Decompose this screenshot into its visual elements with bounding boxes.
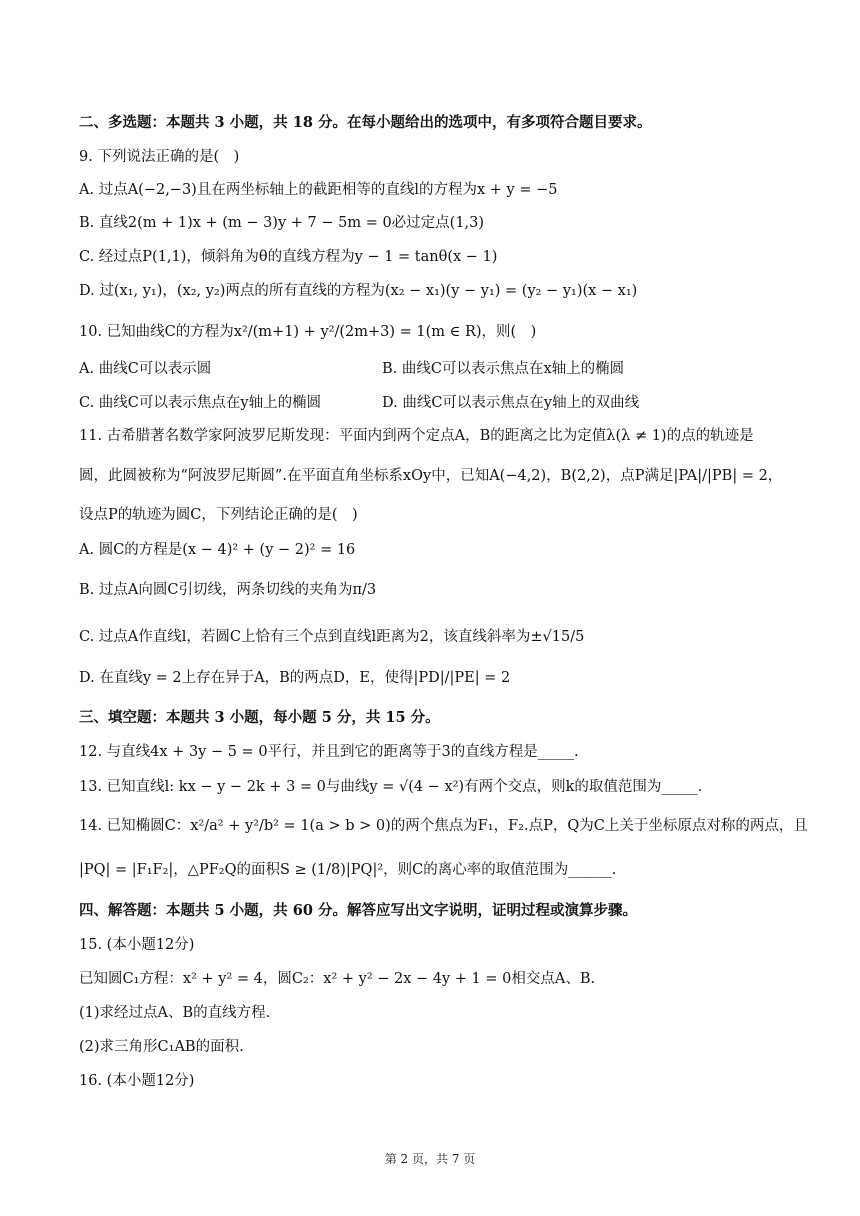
q13: 13. 已知直线l: kx − y − 2k + 3 = 0与曲线y = √(4 − x²)有两个交点，则k的取值范围为_____. <box>79 779 703 795</box>
q14-line-2: |PQ| = |F₁F₂|，△PF₂Q的面积S ≥ (1/8)|PQ|²，则C的离心率的取值范围为______. <box>79 862 617 878</box>
q9-option-a: A. 过点A(−2,−3)且在两坐标轴上的截距相等的直线l的方程为x + y = −5 <box>79 182 558 198</box>
section-3-heading: 三、填空题：本题共 3 小题，每小题 5 分，共 15 分。 <box>79 709 440 726</box>
q15-part-2: (2)求三角形C₁AB的面积. <box>79 1039 244 1055</box>
page-footer: 第 2 页，共 7 页 <box>384 1152 476 1166</box>
q11-option-a: A. 圆C的方程是(x − 4)² + (y − 2)² = 16 <box>79 542 356 558</box>
q14-line-1: 14. 已知椭圆C：x²/a² + y²/b² = 1(a > b > 0)的两个焦点为F₁，F₂.点P，Q为C上关于坐标原点对称的两点，且 <box>79 818 808 834</box>
section-2-heading: 二、多选题：本题共 3 小题，共 18 分。在每小题给出的选项中，有多项符合题目要求。 <box>79 114 652 131</box>
q9-option-d: D. 过(x₁, y₁)，(x₂, y₂)两点的所有直线的方程为(x₂ − x₁)(y − y₁) = (y₂ − y₁)(x − x₁) <box>79 283 638 299</box>
q16-title: 16. (本小题12分) <box>79 1073 195 1089</box>
q15-text: 已知圆C₁方程：x² + y² = 4，圆C₂：x² + y² − 2x − 4y + 1 = 0相交点A、B. <box>79 971 596 987</box>
q9-stem: 9. 下列说法正确的是( ) <box>79 149 240 165</box>
q10-option-c: C. 曲线C可以表示焦点在y轴上的椭圆 <box>79 395 322 411</box>
q11-line-1: 11. 古希腊著名数学家阿波罗尼斯发现：平面内到两个定点A，B的距离之比为定值λ(λ ≠ 1)的点的轨迹是 <box>79 428 754 444</box>
q11-line-2: 圆，此圆被称为“阿波罗尼斯圆”.在平面直角坐标系xOy中，已知A(−4,2)，B(2,2)，点P满足|PA|/|PB| = 2， <box>79 468 783 484</box>
q11-option-d: D. 在直线y = 2上存在异于A，B的两点D，E，使得|PD|/|PE| = 2 <box>79 670 511 686</box>
section-4-heading: 四、解答题：本题共 5 小题，共 60 分。解答应写出文字说明，证明过程或演算步骤。 <box>79 902 637 919</box>
q11-option-c: C. 过点A作直线l，若圆C上恰有三个点到直线l距离为2，该直线斜率为±√15/5 <box>79 629 585 645</box>
q15-part-1: (1)求经过点A、B的直线方程. <box>79 1005 271 1021</box>
q9-option-b: B. 直线2(m + 1)x + (m − 3)y + 7 − 5m = 0必过定点(1,3) <box>79 215 485 231</box>
q10-option-d: D. 曲线C可以表示焦点在y轴上的双曲线 <box>382 395 640 411</box>
q10-stem: 10. 已知曲线C的方程为x²/(m+1) + y²/(2m+3) = 1(m ∈ R)，则( ) <box>79 324 537 340</box>
q11-line-3: 设点P的轨迹为圆C，下列结论正确的是( ) <box>79 507 358 523</box>
q11-option-b: B. 过点A向圆C引切线，两条切线的夹角为π/3 <box>79 582 377 598</box>
q9-option-c: C. 经过点P(1,1)，倾斜角为θ的直线方程为y − 1 = tanθ(x − 1) <box>79 249 498 265</box>
q10-option-a: A. 曲线C可以表示圆 <box>79 361 212 377</box>
q10-option-b: B. 曲线C可以表示焦点在x轴上的椭圆 <box>382 361 625 377</box>
q12: 12. 与直线4x + 3y − 5 = 0平行，并且到它的距离等于3的直线方程是_____. <box>79 744 579 760</box>
q15-title: 15. (本小题12分) <box>79 937 195 953</box>
